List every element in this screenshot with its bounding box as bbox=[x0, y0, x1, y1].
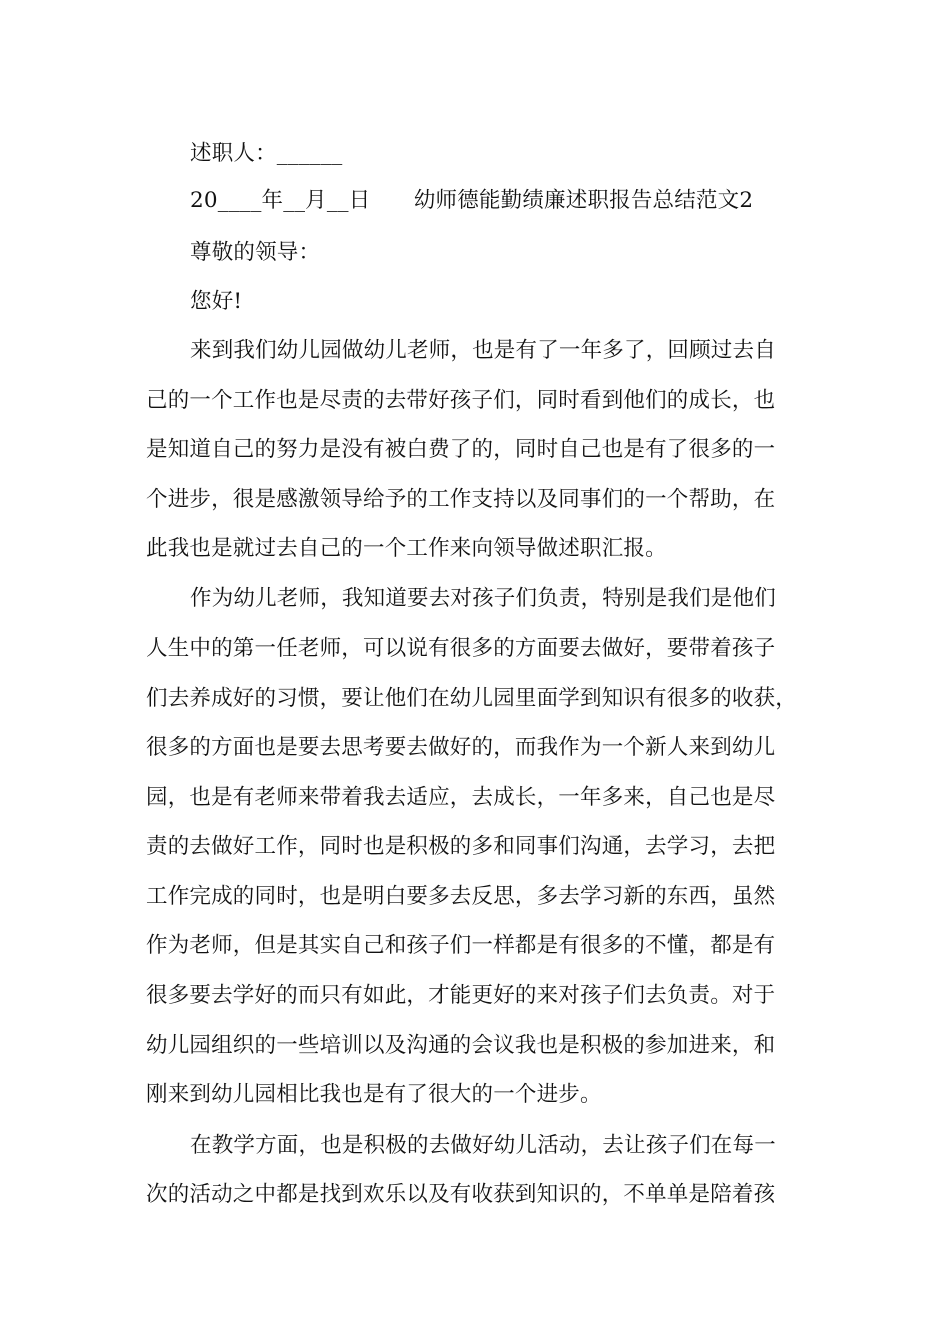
paragraph-line: 园，也是有老师来带着我去适应，去成长，一年多来，自己也是尽 bbox=[146, 785, 776, 810]
paragraph-line: 幼儿园组织的一些培训以及沟通的会议我也是积极的参加进来，和 bbox=[146, 1033, 776, 1058]
paragraph-line: 此我也是就过去自己的一个工作来向领导做述职汇报。 bbox=[146, 536, 667, 561]
salutation: 尊敬的领导： bbox=[190, 240, 321, 265]
paragraph-line: 人生中的第一任老师，可以说有很多的方面要去做好，要带着孩子 bbox=[146, 636, 776, 661]
paragraph-line: 在教学方面，也是积极的去做好幼儿活动，去让孩子们在每一 bbox=[190, 1133, 776, 1158]
reporter-line: 述职人：______ bbox=[190, 141, 343, 166]
paragraph-line: 是知道自己的努力是没有被白费了的，同时自己也是有了很多的一 bbox=[146, 437, 776, 462]
paragraph-line: 次的活动之中都是找到欢乐以及有收获到知识的，不单单是陪着孩 bbox=[146, 1182, 776, 1207]
paragraph-line: 工作完成的同时，也是明白要多去反思，多去学习新的东西，虽然 bbox=[146, 884, 776, 909]
date-title-line: 20____年__月__日 幼师德能勤绩廉述职报告总结范文2 bbox=[190, 188, 754, 213]
paragraph-line: 个进步，很是感激领导给予的工作支持以及同事们的一个帮助，在 bbox=[146, 487, 776, 512]
paragraph-line: 们去养成好的习惯，要让他们在幼儿园里面学到知识有很多的收获， bbox=[146, 686, 798, 711]
paragraph-line: 作为老师，但是其实自己和孩子们一样都是有很多的不懂，都是有 bbox=[146, 933, 776, 958]
paragraph-line: 己的一个工作也是尽责的去带好孩子们，同时看到他们的成长，也 bbox=[146, 388, 776, 413]
paragraph-line: 刚来到幼儿园相比我也是有了很大的一个进步。 bbox=[146, 1082, 602, 1107]
paragraph-line: 很多的方面也是要去思考要去做好的，而我作为一个新人来到幼儿 bbox=[146, 735, 776, 760]
paragraph-line: 作为幼儿老师，我知道要去对孩子们负责，特别是我们是他们 bbox=[190, 586, 776, 611]
greeting: 您好! bbox=[190, 289, 243, 314]
paragraph-line: 责的去做好工作，同时也是积极的多和同事们沟通，去学习，去把 bbox=[146, 834, 776, 859]
paragraph-line: 很多要去学好的而只有如此，才能更好的来对孩子们去负责。对于 bbox=[146, 983, 776, 1008]
paragraph-line: 来到我们幼儿园做幼儿老师，也是有了一年多了，回顾过去自 bbox=[190, 338, 776, 363]
